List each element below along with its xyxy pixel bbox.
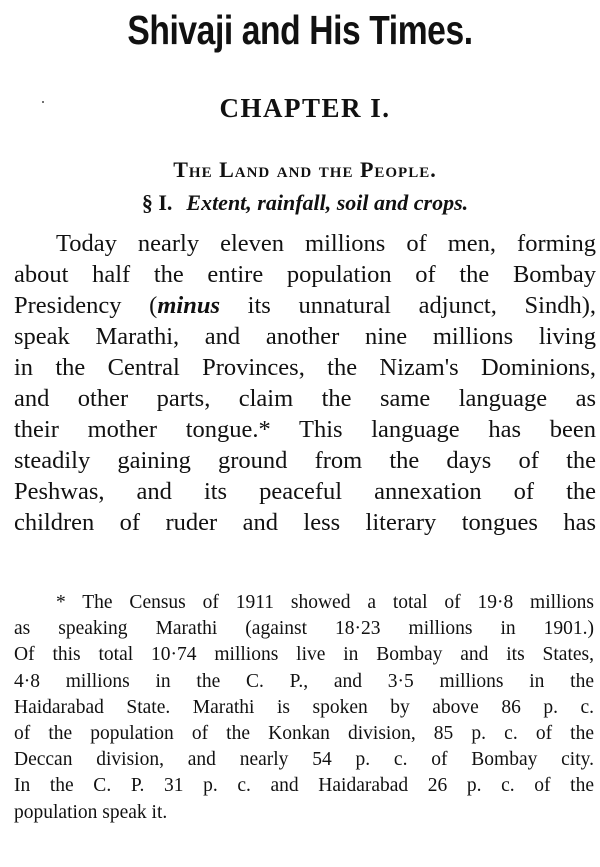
footnote <box>14 590 594 826</box>
footnote-line: population speak it. <box>14 801 168 823</box>
body-line: Peshwas, and its peaceful annexation of the <box>14 478 596 505</box>
section-heading <box>0 188 600 218</box>
footnote-line: as speaking Marathi (against 18·23 millions in 1901.) <box>14 618 594 640</box>
footnote-line: * The Census of 1911 showed a total of 19·8 millions <box>56 592 594 613</box>
body-line-text: Presidency ( <box>14 292 158 319</box>
emphasis-text: minus <box>157 292 220 319</box>
body-line: Today nearly eleven millions of men, forming <box>56 230 596 257</box>
body-line: and other parts, claim the same language as <box>14 385 596 412</box>
body-line: in the Central Provinces, the Nizam's Dominions, <box>14 354 596 381</box>
section-number: § I. <box>141 190 173 215</box>
body-line: about half the entire population of the Bombay <box>14 261 596 288</box>
footnote-line: Haidarabad State. Marathi is spoken by above 86 p. c. <box>14 696 594 718</box>
body-line-text: its unnatural adjunct, Sindh), <box>219 292 596 319</box>
body-line: their mother tongue.* This language has been <box>14 416 596 443</box>
chapter-title: The Land and the People. <box>173 157 437 182</box>
footnote-line: Of this total 10·74 millions live in Bombay and its States, <box>14 644 594 666</box>
section-title: Extent, rainfall, soil and crops. <box>186 190 469 215</box>
footnote-line: Deccan division, and nearly 54 p. c. of Bombay city. <box>14 749 594 771</box>
chapter-heading: CHAPTER I. <box>219 93 391 123</box>
footnote-line: 4·8 millions in the C. P., and 3·5 millions in the <box>14 670 594 692</box>
body-line: speak Marathi, and another nine millions living <box>14 323 596 350</box>
book-title: Shivaji and His Times. <box>127 7 473 53</box>
footnote-line: In the C. P. 31 p. c. and Haidarabad 26 p. c. of the <box>14 775 594 797</box>
footnote-line: of the population of the Konkan division, 85 p. c. of the <box>14 722 594 744</box>
body-line: steadily gaining ground from the days of the <box>14 447 596 474</box>
body-paragraph <box>14 228 596 538</box>
body-line <box>14 290 596 321</box>
body-line: children of ruder and less literary tongues has <box>14 509 596 536</box>
